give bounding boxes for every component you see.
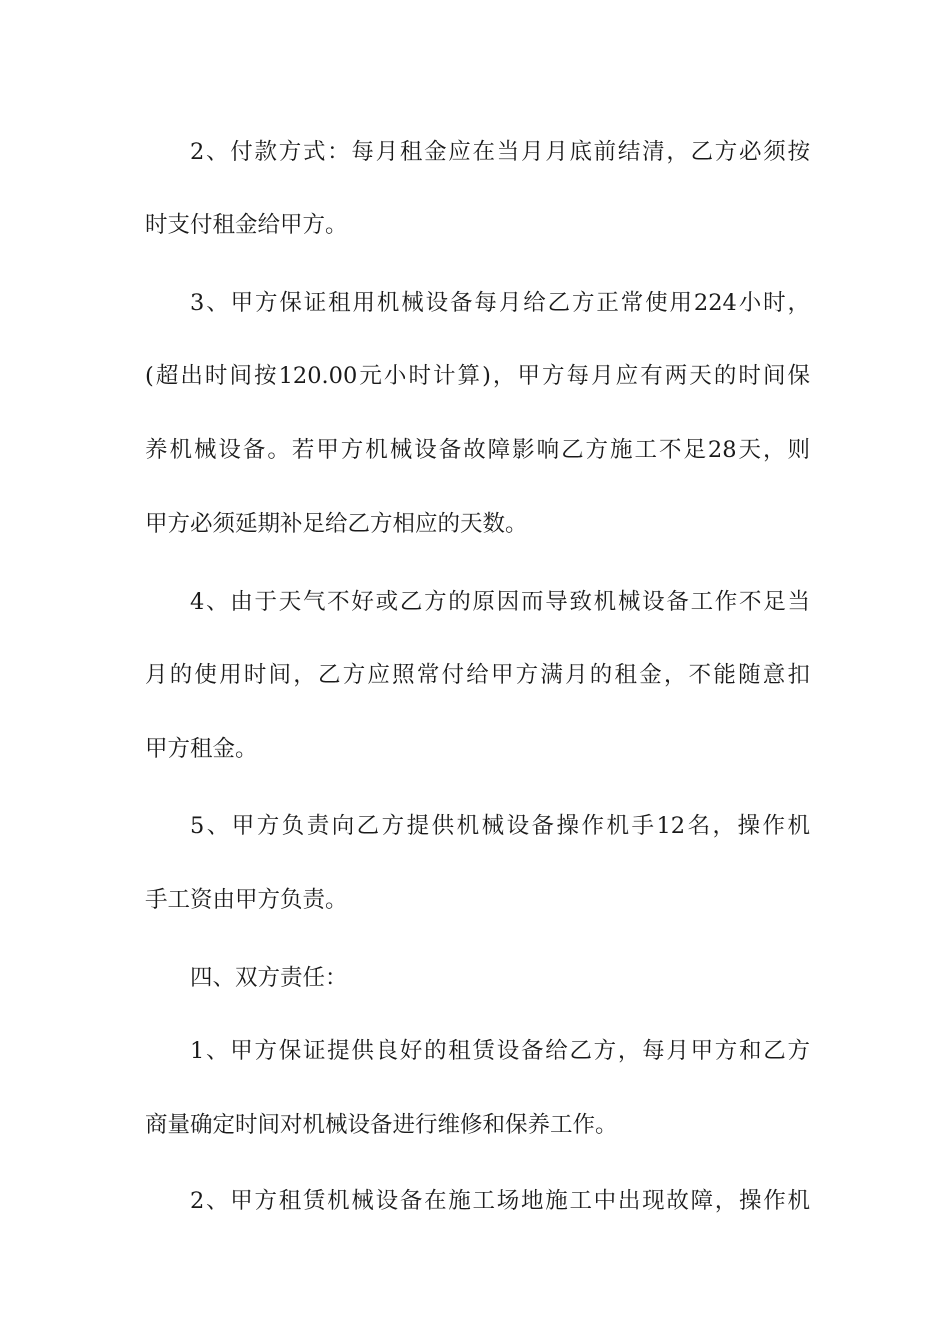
text-line: 5、甲方负责向乙方提供机械设备操作机手12名，操作机 [190,813,810,839]
text-line: (超出时间按120.00元小时计算)，甲方每月应有两天的时间保 [145,363,810,389]
text-line: 手工资由甲方负责。 [145,887,348,913]
text-line: 商量确定时间对机械设备进行维修和保养工作。 [145,1112,618,1138]
text-line: 养机械设备。若甲方机械设备故障影响乙方施工不足28天，则 [145,437,810,463]
text-line: 甲方必须延期补足给乙方相应的天数。 [145,511,528,537]
text-line: 甲方租金。 [145,736,258,762]
text-line: 月的使用时间，乙方应照常付给甲方满月的租金，不能随意扣 [145,662,810,688]
text-line: 4、由于天气不好或乙方的原因而导致机械设备工作不足当 [190,589,810,615]
text-line: 2、甲方租赁机械设备在施工场地施工中出现故障，操作机 [190,1188,810,1214]
text-line: 3、甲方保证租用机械设备每月给乙方正常使用224小时， [190,290,810,316]
section-heading: 四、双方责任： [190,965,348,991]
text-line: 2、付款方式：每月租金应在当月月底前结清，乙方必须按 [190,139,810,165]
text-line: 时支付租金给甲方。 [145,212,348,238]
text-line: 1、甲方保证提供良好的租赁设备给乙方，每月甲方和乙方 [190,1038,810,1064]
